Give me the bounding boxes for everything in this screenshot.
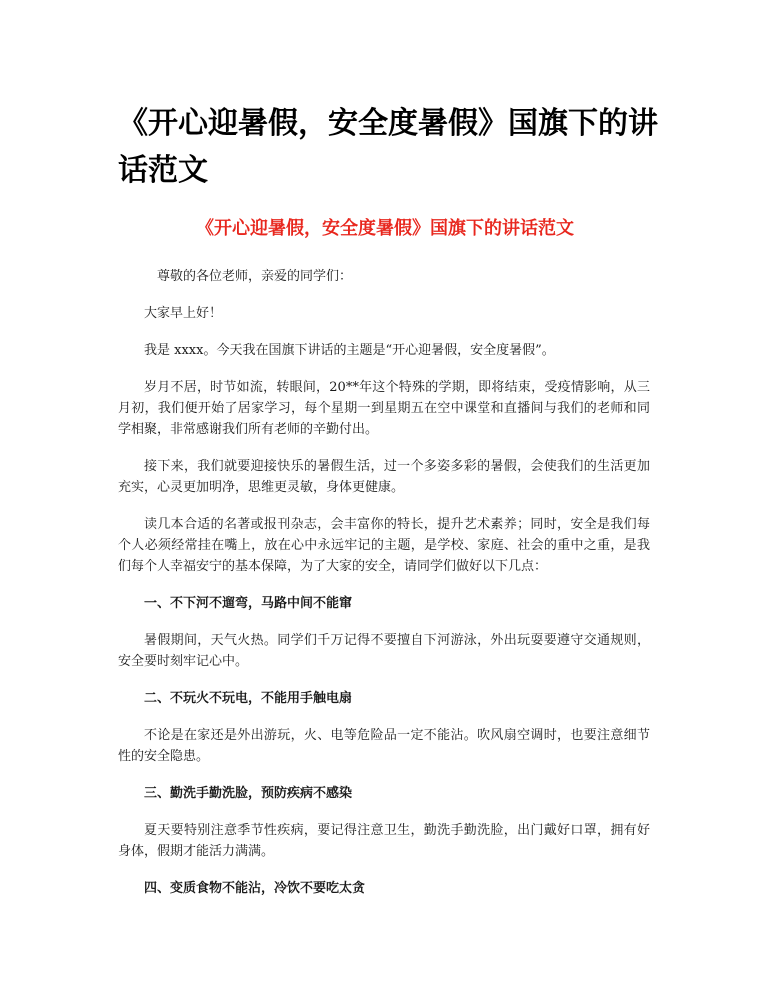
- section-heading-1: 一、不下河不遛弯，马路中间不能窜: [144, 596, 353, 611]
- section-heading-4: 四、变质食物不能沾，冷饮不要吃太贪: [144, 881, 366, 896]
- document-title: 《开心迎暑假，安全度暑假》国旗下的讲话范文: [118, 106, 658, 188]
- body-paragraph-1: 岁月不居，时节如流，转眼间，20**年这个特殊的学期，即将结束，受疫情影响，从三月初，我们便开始了居家学习，每个星期一到星期五在空中课堂和直播间与我们的老师和同学相聚，非常感谢我们所有老师的辛勤付出。: [118, 380, 650, 437]
- document-body: [118, 266, 650, 915]
- section-text-3: 夏天要特别注意季节性疾病，要记得注意卫生，勤洗手勤洗脸，出门戴好口罩，拥有好身体，假期才能活力满满。: [118, 823, 650, 859]
- section-text-1: 暑假期间，天气火热。同学们千万记得不要擅自下河游泳，外出玩耍要遵守交通规则，安全要时刻牢记心中。: [118, 633, 650, 669]
- morning-paragraph: 大家早上好！: [144, 306, 223, 321]
- intro-paragraph: 我是 xxxx。今天我在国旗下讲话的主题是“开心迎暑假，安全度暑假”。: [144, 343, 555, 358]
- section-text-2: 不论是在家还是外出游玩，火、电等危险品一定不能沾。吹风扇空调时，也要注意细节性的安全隐患。: [118, 728, 650, 764]
- speech-title: 《开心迎暑假，安全度暑假》国旗下的讲话范文: [196, 218, 574, 239]
- body-paragraph-2: 接下来，我们就要迎接快乐的暑假生活，过一个多姿多彩的暑假，会使我们的生活更加充实，心灵更加明净，思维更灵敏，身体更健康。: [118, 459, 650, 495]
- section-heading-3: 三、勤洗手勤洗脸，预防疾病不感染: [144, 786, 353, 801]
- greeting-paragraph: 尊敬的各位老师，亲爱的同学们：: [157, 269, 353, 284]
- body-paragraph-3: 读几本合适的名著或报刊杂志，会丰富你的特长，提升艺术素养；同时，安全是我们每个人必须经常挂在嘴上，放在心中永远牢记的主题，是学校、家庭、社会的重中之重，是我们每个人幸福安宁的基本保障，为了大家的安全，请同学们做好以下几点：: [118, 517, 650, 574]
- section-heading-2: 二、不玩火不玩电，不能用手触电扇: [144, 691, 353, 706]
